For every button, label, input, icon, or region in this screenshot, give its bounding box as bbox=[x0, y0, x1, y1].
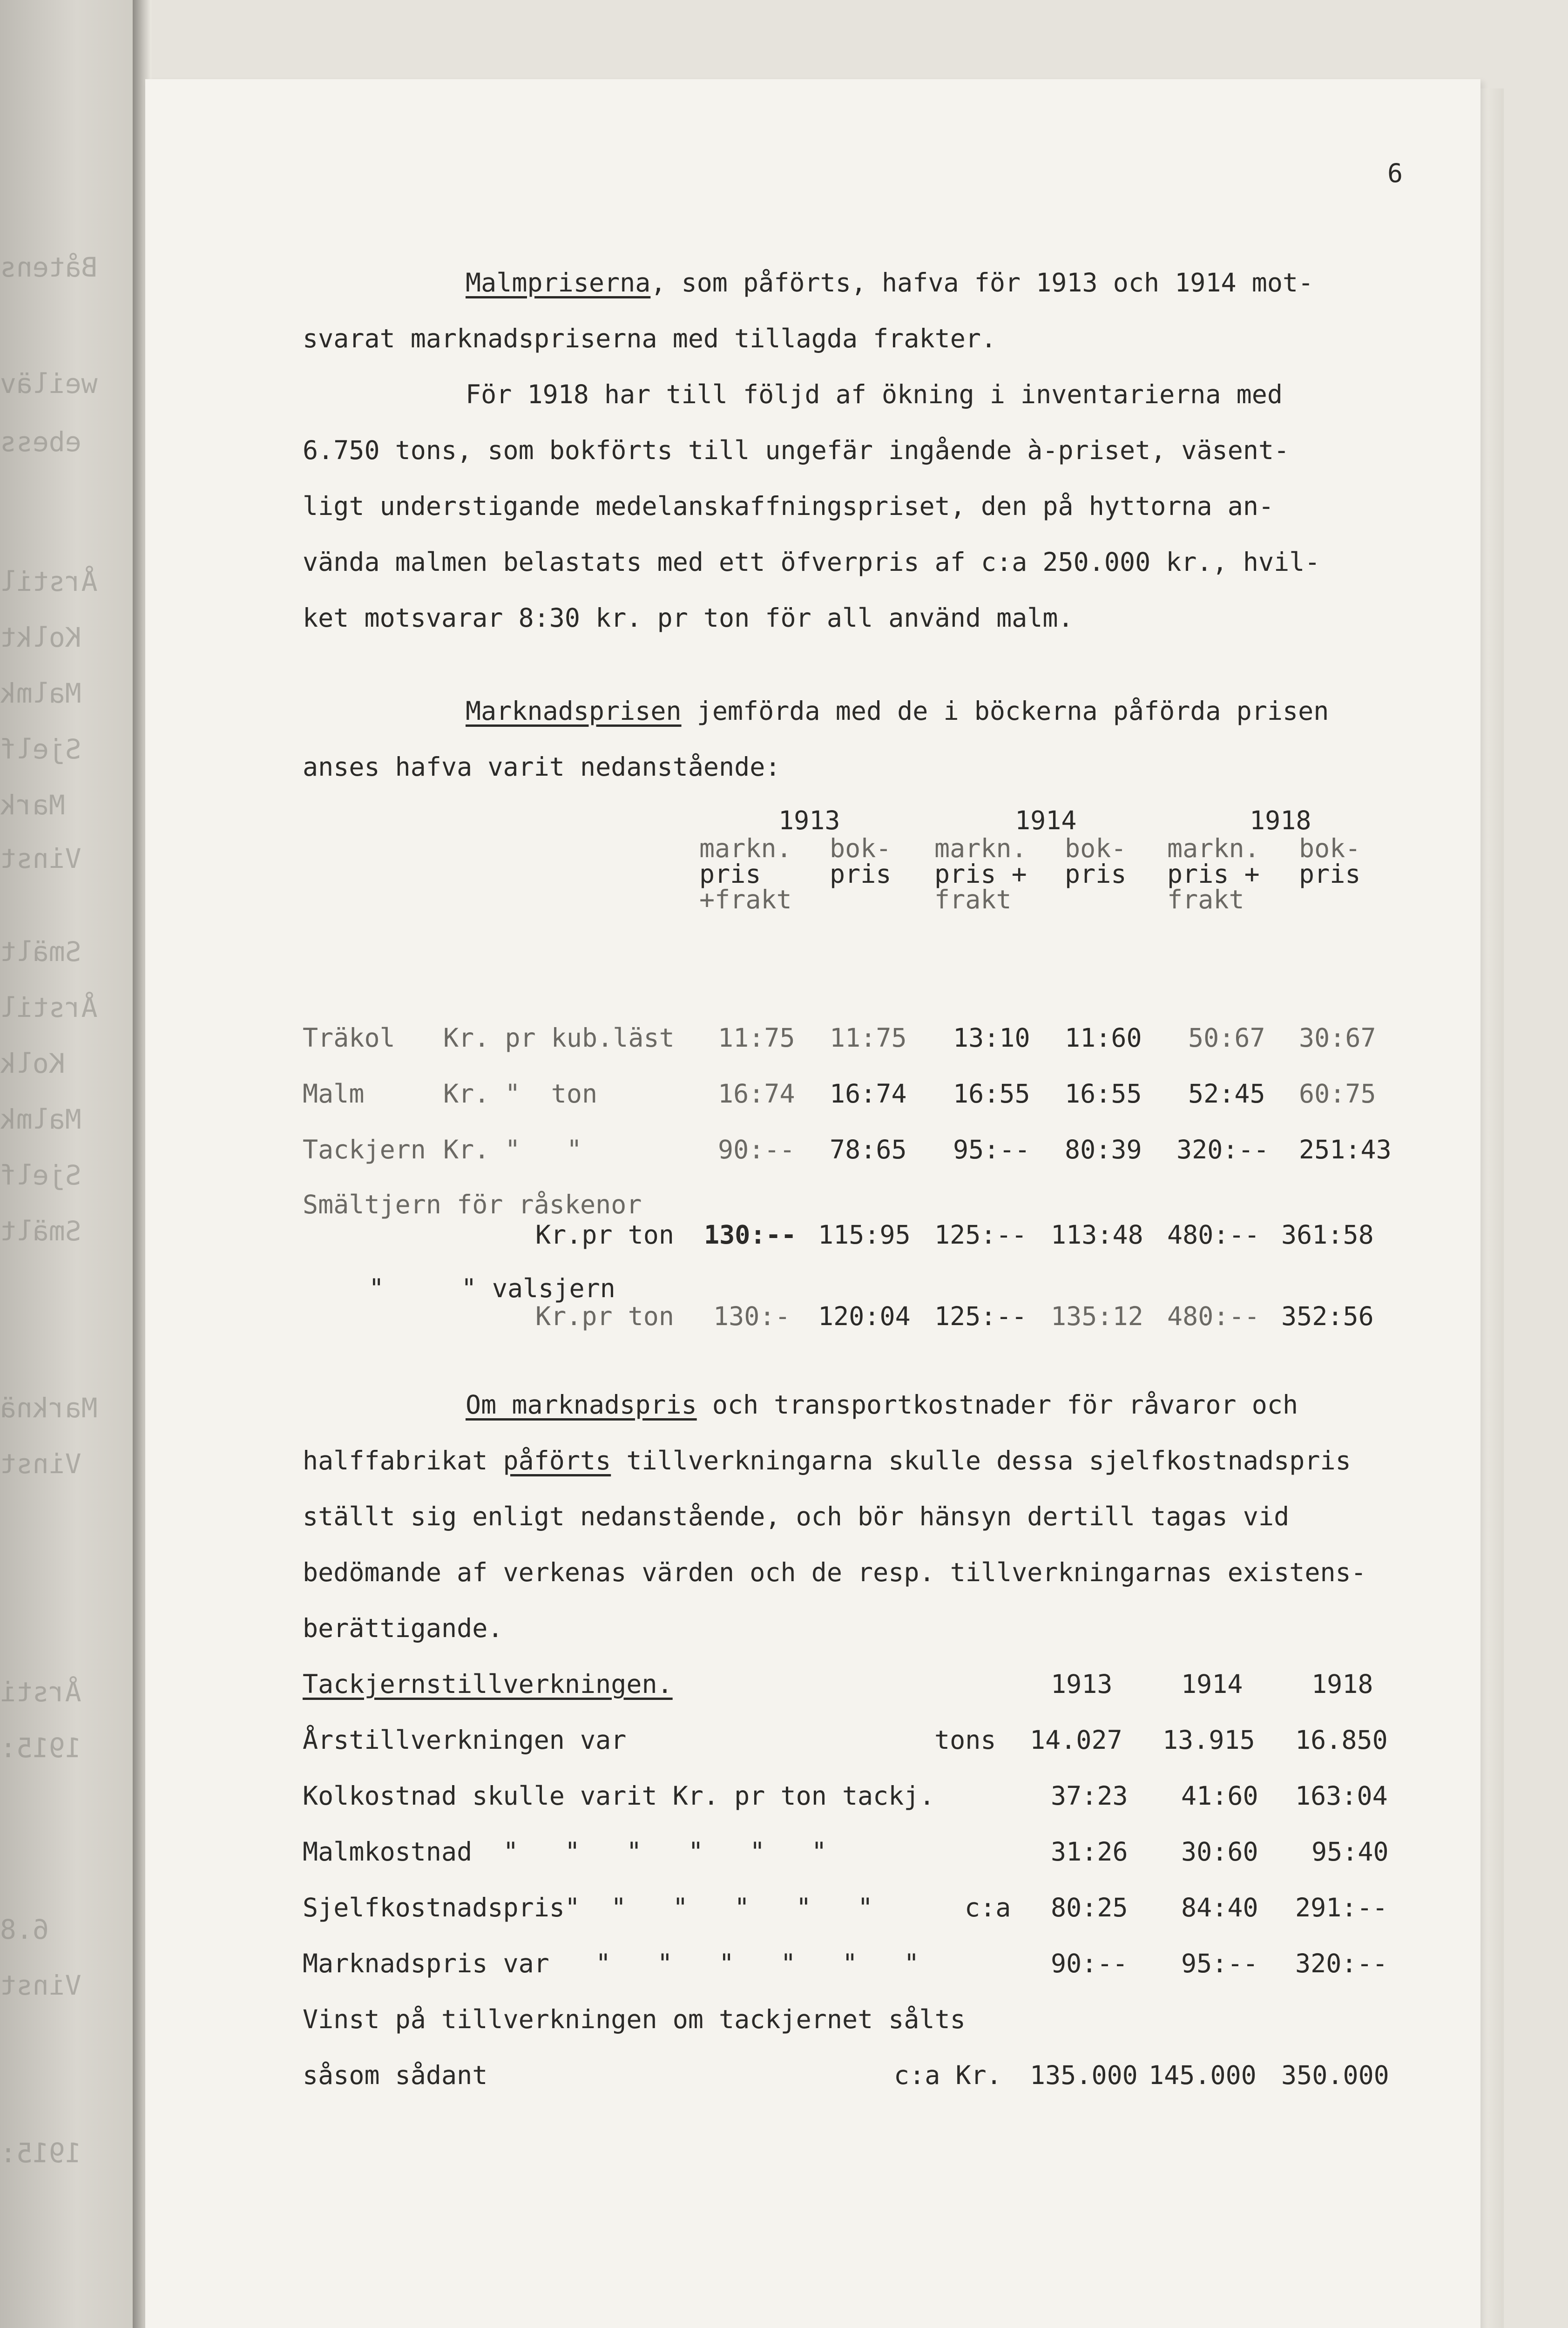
bleed-text: Sjelf bbox=[0, 1159, 81, 1191]
cell: 16.850 bbox=[1295, 1725, 1388, 1755]
col-header: markn. bbox=[934, 833, 1027, 863]
bleed-text: Sjelf bbox=[0, 733, 81, 765]
cell: 11:60 bbox=[1065, 1023, 1142, 1053]
col-header: bok- bbox=[1065, 833, 1127, 863]
col-header: +frakt bbox=[699, 885, 792, 914]
row-unit: Kr. pr kub.läst bbox=[443, 1023, 675, 1053]
cell: 95:-- bbox=[953, 1135, 1030, 1164]
cell: 95:-- bbox=[1181, 1949, 1258, 1978]
row-unit: c:a Kr. bbox=[894, 2060, 1002, 2090]
year-header: 1918 bbox=[1250, 805, 1311, 835]
cell: 16:55 bbox=[953, 1079, 1030, 1109]
cell: 350.000 bbox=[1281, 2060, 1389, 2090]
cell: 120:04 bbox=[818, 1301, 911, 1331]
cell: 291:-- bbox=[1295, 1893, 1388, 1922]
col-header: bok- bbox=[830, 833, 892, 863]
cell: 84:40 bbox=[1181, 1893, 1258, 1922]
underlined-word: påförts bbox=[503, 1446, 611, 1475]
paragraph-line: 6.750 tons, som bokförts till ungefär ingående à-priset, väsent- bbox=[303, 435, 1290, 465]
row-unit: tons bbox=[934, 1725, 996, 1755]
row-label: Tackjern bbox=[303, 1135, 426, 1164]
bleed-text: Smält bbox=[0, 1215, 81, 1247]
left-page-edge bbox=[0, 0, 140, 2328]
paragraph-line bbox=[466, 270, 1313, 296]
cell: 52:45 bbox=[1188, 1079, 1265, 1109]
cell: 361:58 bbox=[1281, 1220, 1374, 1250]
row-unit: Kr.pr ton bbox=[535, 1301, 675, 1331]
table-heading: Tackjernstillverkningen. bbox=[303, 1669, 673, 1699]
row-label: Vinst på tillverkningen om tackjernet sålts bbox=[303, 2004, 966, 2034]
year-header: 1914 bbox=[1015, 805, 1077, 835]
col-header: bok- bbox=[1299, 833, 1361, 863]
cell: 163:04 bbox=[1295, 1781, 1388, 1811]
heading-malmpriserna: Malmpriserna bbox=[466, 268, 651, 298]
text: jemförda med de i böckerna påförda prisen bbox=[681, 696, 1329, 726]
row-unit: c:a bbox=[965, 1893, 1011, 1922]
cell: 13:10 bbox=[953, 1023, 1030, 1053]
cell: 37:23 bbox=[1051, 1781, 1128, 1811]
bleed-text: Malmk bbox=[0, 1103, 81, 1135]
bleed-text: weiläv bbox=[0, 368, 98, 399]
cell: 130:- bbox=[713, 1301, 791, 1331]
bleed-text: Kolk bbox=[0, 1048, 65, 1079]
col-header: pris + bbox=[1167, 859, 1260, 889]
cell: 11:75 bbox=[718, 1023, 795, 1053]
cell: 113:48 bbox=[1051, 1220, 1143, 1250]
cell: 16:74 bbox=[718, 1079, 795, 1109]
paragraph-line: anses hafva varit nedanstående: bbox=[303, 752, 781, 782]
bleed-text: Marknä bbox=[0, 1392, 98, 1424]
bleed-text: Årstil bbox=[0, 992, 98, 1023]
cell: 320:-- bbox=[1295, 1949, 1388, 1978]
row-unit: Kr. " " bbox=[443, 1135, 582, 1164]
page-number: 6 bbox=[1387, 158, 1403, 188]
cell: 41:60 bbox=[1181, 1781, 1258, 1811]
row-label: Sjelfkostnadspris" " " " " " bbox=[303, 1893, 873, 1922]
row-label: Malm bbox=[303, 1079, 365, 1109]
cell: 480:-- bbox=[1167, 1220, 1260, 1250]
col-header: frakt bbox=[934, 885, 1012, 914]
year-header: 1914 bbox=[1181, 1669, 1243, 1699]
col-header: pris bbox=[699, 859, 761, 889]
cell: 50:67 bbox=[1188, 1023, 1265, 1053]
paragraph-line: bedömande af verkenas värden och de resp. tillverkningarnas existens- bbox=[303, 1557, 1366, 1587]
cell: 80:39 bbox=[1065, 1135, 1142, 1164]
bleed-text: Malmk bbox=[0, 677, 81, 709]
col-header: markn. bbox=[1167, 833, 1260, 863]
paragraph-line: ligt understigande medelanskaffningspriset, den på hyttorna an- bbox=[303, 491, 1274, 521]
cell: 78:65 bbox=[830, 1135, 907, 1164]
cell: 90:-- bbox=[718, 1135, 795, 1164]
cell: 125:-- bbox=[934, 1220, 1027, 1250]
row-label: " " valsjern bbox=[369, 1273, 615, 1303]
row-label: Kolkostnad skulle varit Kr. pr ton tackj. bbox=[303, 1781, 935, 1811]
cell: 145.000 bbox=[1149, 2060, 1257, 2090]
heading-marknadsprisen: Marknadsprisen bbox=[466, 696, 682, 726]
cell: 30:67 bbox=[1299, 1023, 1376, 1053]
cell: 352:56 bbox=[1281, 1301, 1374, 1331]
bleed-text: Vinst bbox=[0, 1969, 81, 2001]
year-header: 1913 bbox=[1051, 1669, 1113, 1699]
cell: 60:75 bbox=[1299, 1079, 1376, 1109]
cell: 115:95 bbox=[818, 1220, 911, 1250]
cell: 80:25 bbox=[1051, 1893, 1128, 1922]
paragraph-line bbox=[303, 1448, 1351, 1474]
paragraph-line: För 1918 har till följd af ökning i inventarierna med bbox=[466, 379, 1283, 409]
paragraph-line: ställt sig enligt nedanstående, och bör hänsyn dertill tagas vid bbox=[303, 1502, 1290, 1531]
bleed-text: 6.8 bbox=[0, 1914, 49, 1945]
col-header: pris bbox=[1065, 859, 1127, 889]
paragraph-line: vända malmen belastats med ett öfverpris af c:a 250.000 kr., hvil- bbox=[303, 547, 1320, 577]
cell: 135:12 bbox=[1051, 1301, 1143, 1331]
paragraph-line: berättigande. bbox=[303, 1613, 503, 1643]
cell: 13.915 bbox=[1162, 1725, 1255, 1755]
bleed-text: ebess bbox=[0, 426, 81, 458]
cell: 480:-- bbox=[1167, 1301, 1260, 1331]
cell: 90:-- bbox=[1051, 1949, 1128, 1978]
cell: 130:-- bbox=[704, 1220, 797, 1250]
row-unit: Kr.pr ton bbox=[535, 1220, 675, 1250]
col-header: frakt bbox=[1167, 885, 1244, 914]
cell: 30:60 bbox=[1181, 1837, 1258, 1867]
page-stack-edge bbox=[1480, 88, 1504, 2328]
paragraph-line: ket motsvarar 8:30 kr. pr ton för all använd malm. bbox=[303, 603, 1074, 633]
cell: 16:74 bbox=[830, 1079, 907, 1109]
bleed-text: Båtens bbox=[0, 251, 98, 283]
row-label: Smältjern för råskenor bbox=[303, 1190, 642, 1219]
cell: 95:40 bbox=[1311, 1837, 1389, 1867]
paragraph-line bbox=[466, 698, 1329, 724]
bleed-text: Årsti bbox=[0, 1676, 81, 1708]
row-unit: Kr. " ton bbox=[443, 1079, 598, 1109]
cell: 31:26 bbox=[1051, 1837, 1128, 1867]
cell: 135.000 bbox=[1030, 2060, 1138, 2090]
bleed-text: Mark bbox=[0, 789, 65, 821]
document-page bbox=[145, 79, 1480, 2328]
cell: 16:55 bbox=[1065, 1079, 1142, 1109]
paragraph-line bbox=[466, 1392, 1298, 1418]
col-header: markn. bbox=[699, 833, 792, 863]
text: halffabrikat bbox=[303, 1446, 503, 1475]
bleed-text: 1915: bbox=[0, 2137, 81, 2169]
row-label: Årstillverkningen var bbox=[303, 1725, 627, 1755]
cell: 251:43 bbox=[1299, 1135, 1392, 1164]
bleed-text: Vinst bbox=[0, 843, 81, 874]
cell: 11:75 bbox=[830, 1023, 907, 1053]
text: tillverkningarna skulle dessa sjelfkostnadspris bbox=[611, 1446, 1351, 1475]
row-label: Malmkostnad " " " " " " bbox=[303, 1837, 827, 1867]
heading-om-marknadspris: Om marknadspris bbox=[466, 1390, 697, 1420]
bleed-text: Vinst bbox=[0, 1448, 81, 1480]
col-header: pris bbox=[830, 859, 892, 889]
row-label: Marknadspris var " " " " " " bbox=[303, 1949, 919, 1978]
cell: 14.027 bbox=[1030, 1725, 1122, 1755]
row-label: Träkol bbox=[303, 1023, 395, 1053]
cell: 125:-- bbox=[934, 1301, 1027, 1331]
bleed-text: 1915: bbox=[0, 1732, 81, 1764]
text: , som påförts, hafva för 1913 och 1914 mot- bbox=[650, 268, 1314, 298]
col-header: pris + bbox=[934, 859, 1027, 889]
bleed-text: Årstil bbox=[0, 566, 98, 597]
text: och transportkostnader för råvaror och bbox=[696, 1390, 1298, 1420]
bleed-text: Smält bbox=[0, 936, 81, 968]
col-header: pris bbox=[1299, 859, 1361, 889]
year-header: 1913 bbox=[778, 805, 840, 835]
row-label: såsom sådant bbox=[303, 2060, 488, 2090]
bleed-text: Kolkt bbox=[0, 622, 81, 653]
year-header: 1918 bbox=[1311, 1669, 1373, 1699]
cell: 320:-- bbox=[1176, 1135, 1269, 1164]
paragraph-line: svarat marknadspriserna med tillagda frakter. bbox=[303, 324, 997, 353]
